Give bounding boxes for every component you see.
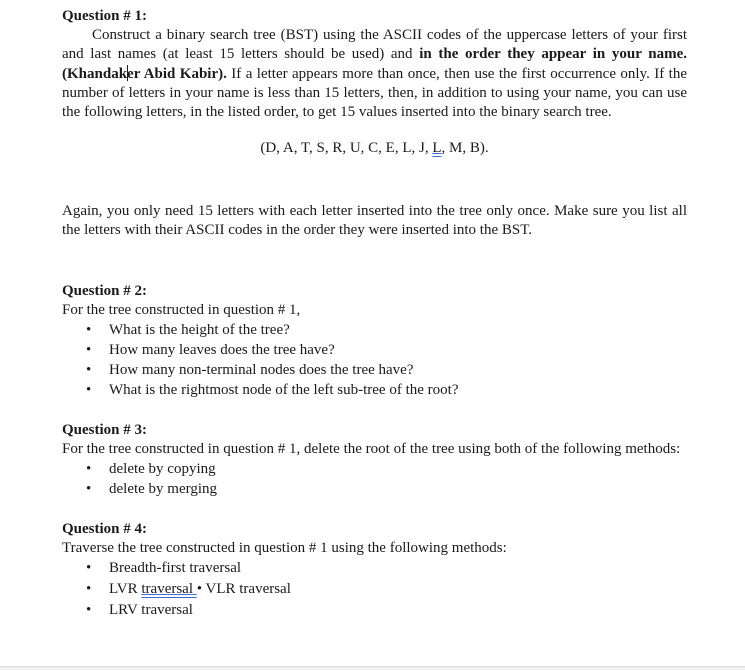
question-1-name-b: er Abid Kabir). bbox=[127, 65, 227, 82]
question-3-intro: For the tree constructed in question # 1, delete the root of the tree using both of the following methods: bbox=[62, 440, 681, 457]
question-2-title: Question # 2: bbox=[62, 282, 148, 299]
lvr-underlined: traversal bbox=[141, 581, 197, 598]
bullet-icon: • bbox=[86, 560, 92, 577]
list-item bbox=[62, 360, 687, 380]
list-item-text: delete by copying bbox=[109, 461, 216, 478]
list-item bbox=[62, 380, 687, 400]
question-3-list bbox=[62, 459, 687, 499]
list-item-text: What is the rightmost node of the left sub-tree of the root? bbox=[109, 381, 459, 398]
question-4-title: Question # 4: bbox=[62, 521, 148, 538]
bullet-icon: • bbox=[86, 461, 92, 478]
question-4 bbox=[62, 519, 687, 620]
list-item-text: How many leaves does the tree have? bbox=[109, 341, 335, 358]
bullet-icon: • bbox=[86, 381, 92, 398]
list-item bbox=[62, 600, 687, 620]
bullet-icon: • bbox=[86, 602, 92, 619]
question-1-note: Again, you only need 15 letters with each letter inserted into the tree only once. Make sure you list all the letters with their ASCII codes in the order they were inserted into the BST. bbox=[62, 203, 687, 239]
letters-line bbox=[62, 139, 687, 158]
list-item bbox=[62, 558, 687, 578]
document-body bbox=[62, 6, 687, 620]
question-1 bbox=[62, 6, 687, 202]
list-item-text: How many non-terminal nodes does the tree have? bbox=[109, 361, 414, 378]
list-item bbox=[62, 578, 687, 600]
question-1-name-a: (Khandak bbox=[62, 65, 128, 82]
list-item bbox=[62, 459, 687, 479]
bullet-icon: • bbox=[86, 321, 92, 338]
list-item-text: LRV traversal bbox=[109, 602, 193, 619]
question-2-list bbox=[62, 320, 687, 400]
question-4-intro: Traverse the tree constructed in question # 1 using the following methods: bbox=[62, 540, 507, 557]
lvr-prefix: LVR bbox=[109, 581, 142, 598]
list-item bbox=[62, 479, 687, 499]
letters-underlined: L bbox=[432, 140, 442, 157]
question-2 bbox=[62, 281, 687, 400]
list-item bbox=[62, 320, 687, 340]
bullet-icon: • bbox=[86, 361, 92, 378]
letters-part-b: , M, B). bbox=[441, 140, 489, 157]
page-bottom-edge bbox=[0, 666, 745, 670]
question-3-title: Question # 3: bbox=[62, 421, 148, 438]
letters-part-a: (D, A, T, S, R, U, C, E, L, J, bbox=[260, 140, 433, 157]
vlr-text: VLR traversal bbox=[205, 581, 291, 598]
list-item-text: delete by merging bbox=[109, 481, 218, 498]
list-item-text: Breadth-first traversal bbox=[109, 560, 242, 577]
question-3 bbox=[62, 420, 687, 499]
question-4-list bbox=[62, 558, 687, 620]
bullet-icon: • bbox=[86, 581, 92, 598]
question-1-intro-bold: in the order they appear in your name. bbox=[419, 46, 687, 63]
bullet-icon: • bbox=[86, 481, 92, 498]
question-1-instructions: If a letter appears more than once, then use the first occurrence only. If the number of letters in your name is less than 15 letters, then, in addition to using your name, you can use the following letters, in the listed order, to get 15 values inserted into the binary search tree. bbox=[62, 65, 687, 121]
question-1-paragraph bbox=[62, 26, 687, 122]
bullet-icon: • bbox=[86, 341, 92, 358]
list-item bbox=[62, 340, 687, 360]
list-item-text: What is the height of the tree? bbox=[109, 321, 290, 338]
inline-bullet-icon: • bbox=[196, 581, 206, 598]
question-2-intro: For the tree constructed in question # 1, bbox=[62, 301, 301, 318]
question-1-title: Question # 1: bbox=[62, 8, 148, 24]
question-1-intro: Construct a binary search tree (BST) using the ASCII codes of the uppercase letters of your first and last names (at least 15 letters should be used) and bbox=[62, 27, 687, 63]
